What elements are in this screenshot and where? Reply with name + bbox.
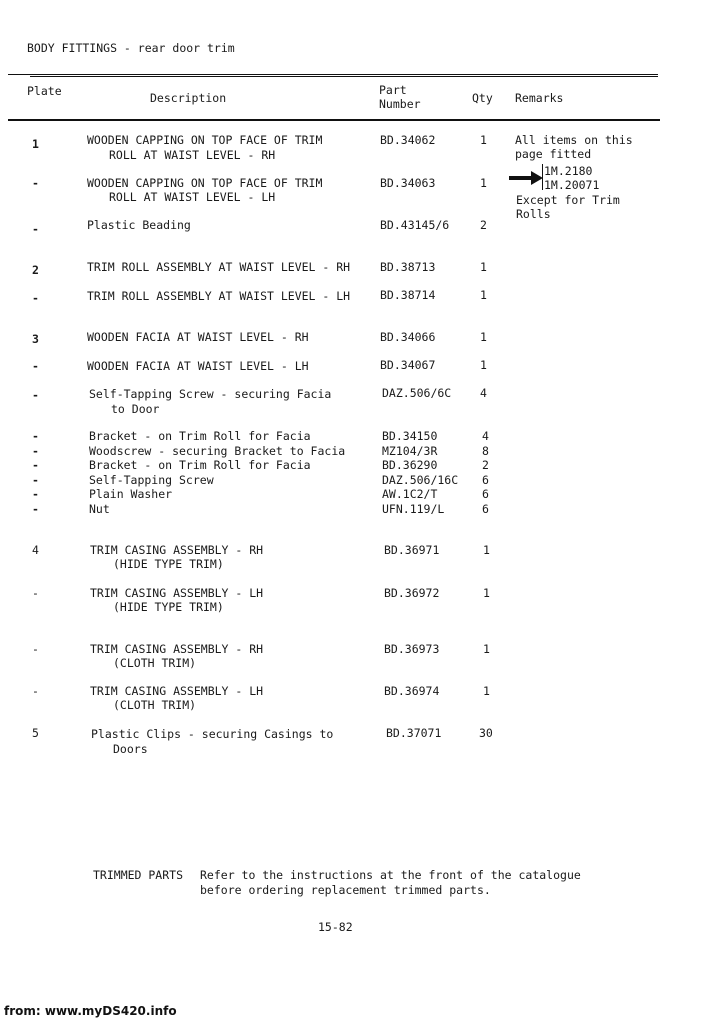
quantity: 1 — [480, 330, 487, 344]
source-link[interactable]: from: www.myDS420.info — [4, 1004, 177, 1018]
plate-number: - — [32, 684, 39, 698]
part-number: BD.36973 — [384, 642, 440, 656]
part-number: DAZ.506/6C — [382, 386, 452, 400]
remarks-range-from: 1M.2180 — [544, 164, 593, 178]
quantity: 8 — [482, 444, 489, 458]
plate-number: 2 — [32, 263, 39, 277]
quantity: 1 — [480, 358, 487, 372]
page-number: 15-82 — [318, 920, 353, 934]
description-line2: (CLOTH TRIM) — [113, 656, 197, 670]
description-line1: TRIM ROLL ASSEMBLY AT WAIST LEVEL - LH — [87, 289, 351, 303]
quantity: 6 — [482, 487, 489, 501]
description-line2: ROLL AT WAIST LEVEL - LH — [109, 190, 276, 204]
part-number: BD.36290 — [382, 458, 438, 472]
plate-number: - — [32, 291, 39, 305]
plate-number: 3 — [32, 332, 39, 346]
description-line1: WOODEN FACIA AT WAIST LEVEL - RH — [87, 330, 309, 344]
plate-number: - — [32, 388, 39, 402]
quantity: 2 — [480, 218, 487, 232]
column-header-plate: Plate — [27, 84, 62, 98]
part-number: BD.38714 — [380, 288, 436, 302]
quantity: 1 — [480, 288, 487, 302]
description-line1: Woodscrew - securing Bracket to Facia — [89, 444, 346, 458]
header-top-rule — [8, 74, 658, 75]
quantity: 4 — [482, 429, 489, 443]
column-header-part-line2: Number — [379, 97, 421, 111]
quantity: 1 — [480, 176, 487, 190]
part-number: BD.34066 — [380, 330, 436, 344]
description-line1: TRIM CASING ASSEMBLY - RH — [90, 642, 264, 656]
description-line1: Plastic Beading — [87, 218, 191, 232]
description-line1: TRIM CASING ASSEMBLY - LH — [90, 586, 264, 600]
quantity: 1 — [480, 260, 487, 274]
plate-number: - — [32, 176, 39, 190]
description-line1: Plastic Clips - securing Casings to — [91, 727, 334, 741]
description-line2: (CLOTH TRIM) — [113, 698, 197, 712]
header-top-rule-2 — [30, 76, 658, 77]
remarks-line3: Except for Trim — [516, 193, 620, 207]
plate-number: - — [32, 444, 39, 458]
page-title: BODY FITTINGS - rear door trim — [27, 41, 235, 55]
description-line1: TRIM CASING ASSEMBLY - LH — [90, 684, 264, 698]
part-number: BD.34150 — [382, 429, 438, 443]
part-number: BD.36972 — [384, 586, 440, 600]
description-line1: WOODEN FACIA AT WAIST LEVEL - LH — [87, 359, 309, 373]
column-header-description: Description — [150, 91, 227, 105]
plate-number: 5 — [32, 726, 39, 740]
quantity: 1 — [483, 642, 490, 656]
part-number: AW.1C2/T — [382, 487, 438, 501]
quantity: 1 — [483, 586, 490, 600]
description-line1: Bracket - on Trim Roll for Facia — [89, 429, 311, 443]
column-header-qty: Qty — [472, 91, 493, 105]
note-line2: before ordering replacement trimmed parts. — [200, 883, 491, 897]
part-number: BD.36974 — [384, 684, 440, 698]
quantity: 2 — [482, 458, 489, 472]
remarks-line2: page fitted — [515, 147, 592, 161]
column-header-part-line1: Part — [379, 83, 407, 97]
plate-number: - — [32, 359, 39, 373]
remarks-line1: All items on this — [515, 133, 633, 147]
description-line2: Doors — [113, 742, 148, 756]
quantity: 4 — [480, 386, 487, 400]
part-number: MZ104/3R — [382, 444, 438, 458]
plate-number: - — [32, 458, 39, 472]
part-number: BD.38713 — [380, 260, 436, 274]
description-line1: TRIM ROLL ASSEMBLY AT WAIST LEVEL - RH — [87, 260, 351, 274]
part-number: BD.34062 — [380, 133, 436, 147]
description-line2: (HIDE TYPE TRIM) — [113, 557, 224, 571]
quantity: 6 — [482, 473, 489, 487]
description-line1: Nut — [89, 502, 110, 516]
description-line1: Bracket - on Trim Roll for Facia — [89, 458, 311, 472]
description-line1: Self-Tapping Screw — [89, 473, 214, 487]
plate-number: - — [32, 222, 39, 236]
header-bottom-rule — [8, 119, 660, 121]
note-label: TRIMMED PARTS — [93, 868, 184, 882]
quantity: 6 — [482, 502, 489, 516]
part-number: BD.37071 — [386, 726, 442, 740]
note-line1: Refer to the instructions at the front of the catalogue — [200, 868, 581, 882]
part-number: BD.34067 — [380, 358, 436, 372]
part-number: UFN.119/L — [382, 502, 445, 516]
plate-number: - — [32, 487, 39, 501]
range-bracket — [542, 164, 543, 190]
part-number: BD.34063 — [380, 176, 436, 190]
description-line1: WOODEN CAPPING ON TOP FACE OF TRIM — [87, 176, 323, 190]
quantity: 1 — [480, 133, 487, 147]
column-header-remarks: Remarks — [515, 91, 564, 105]
description-line1: WOODEN CAPPING ON TOP FACE OF TRIM — [87, 133, 323, 147]
plate-number: - — [32, 429, 39, 443]
description-line1: TRIM CASING ASSEMBLY - RH — [90, 543, 264, 557]
arrow-right-icon — [509, 171, 543, 185]
description-line2: ROLL AT WAIST LEVEL - RH — [109, 148, 276, 162]
description-line1: Plain Washer — [89, 487, 173, 501]
plate-number: 4 — [32, 543, 39, 557]
description-line2: (HIDE TYPE TRIM) — [113, 600, 224, 614]
part-number: BD.36971 — [384, 543, 440, 557]
quantity: 1 — [483, 543, 490, 557]
remarks-line4: Rolls — [516, 207, 551, 221]
description-line1: Self-Tapping Screw - securing Facia — [89, 387, 332, 401]
plate-number: - — [32, 642, 39, 656]
part-number: BD.43145/6 — [380, 218, 450, 232]
plate-number: 1 — [32, 137, 39, 151]
plate-number: - — [32, 502, 39, 516]
description-line2: to Door — [111, 402, 160, 416]
remarks-range-to: 1M.20071 — [544, 178, 600, 192]
plate-number: - — [32, 473, 39, 487]
plate-number: - — [32, 586, 39, 600]
part-number: DAZ.506/16C — [382, 473, 459, 487]
quantity: 30 — [479, 726, 493, 740]
quantity: 1 — [483, 684, 490, 698]
